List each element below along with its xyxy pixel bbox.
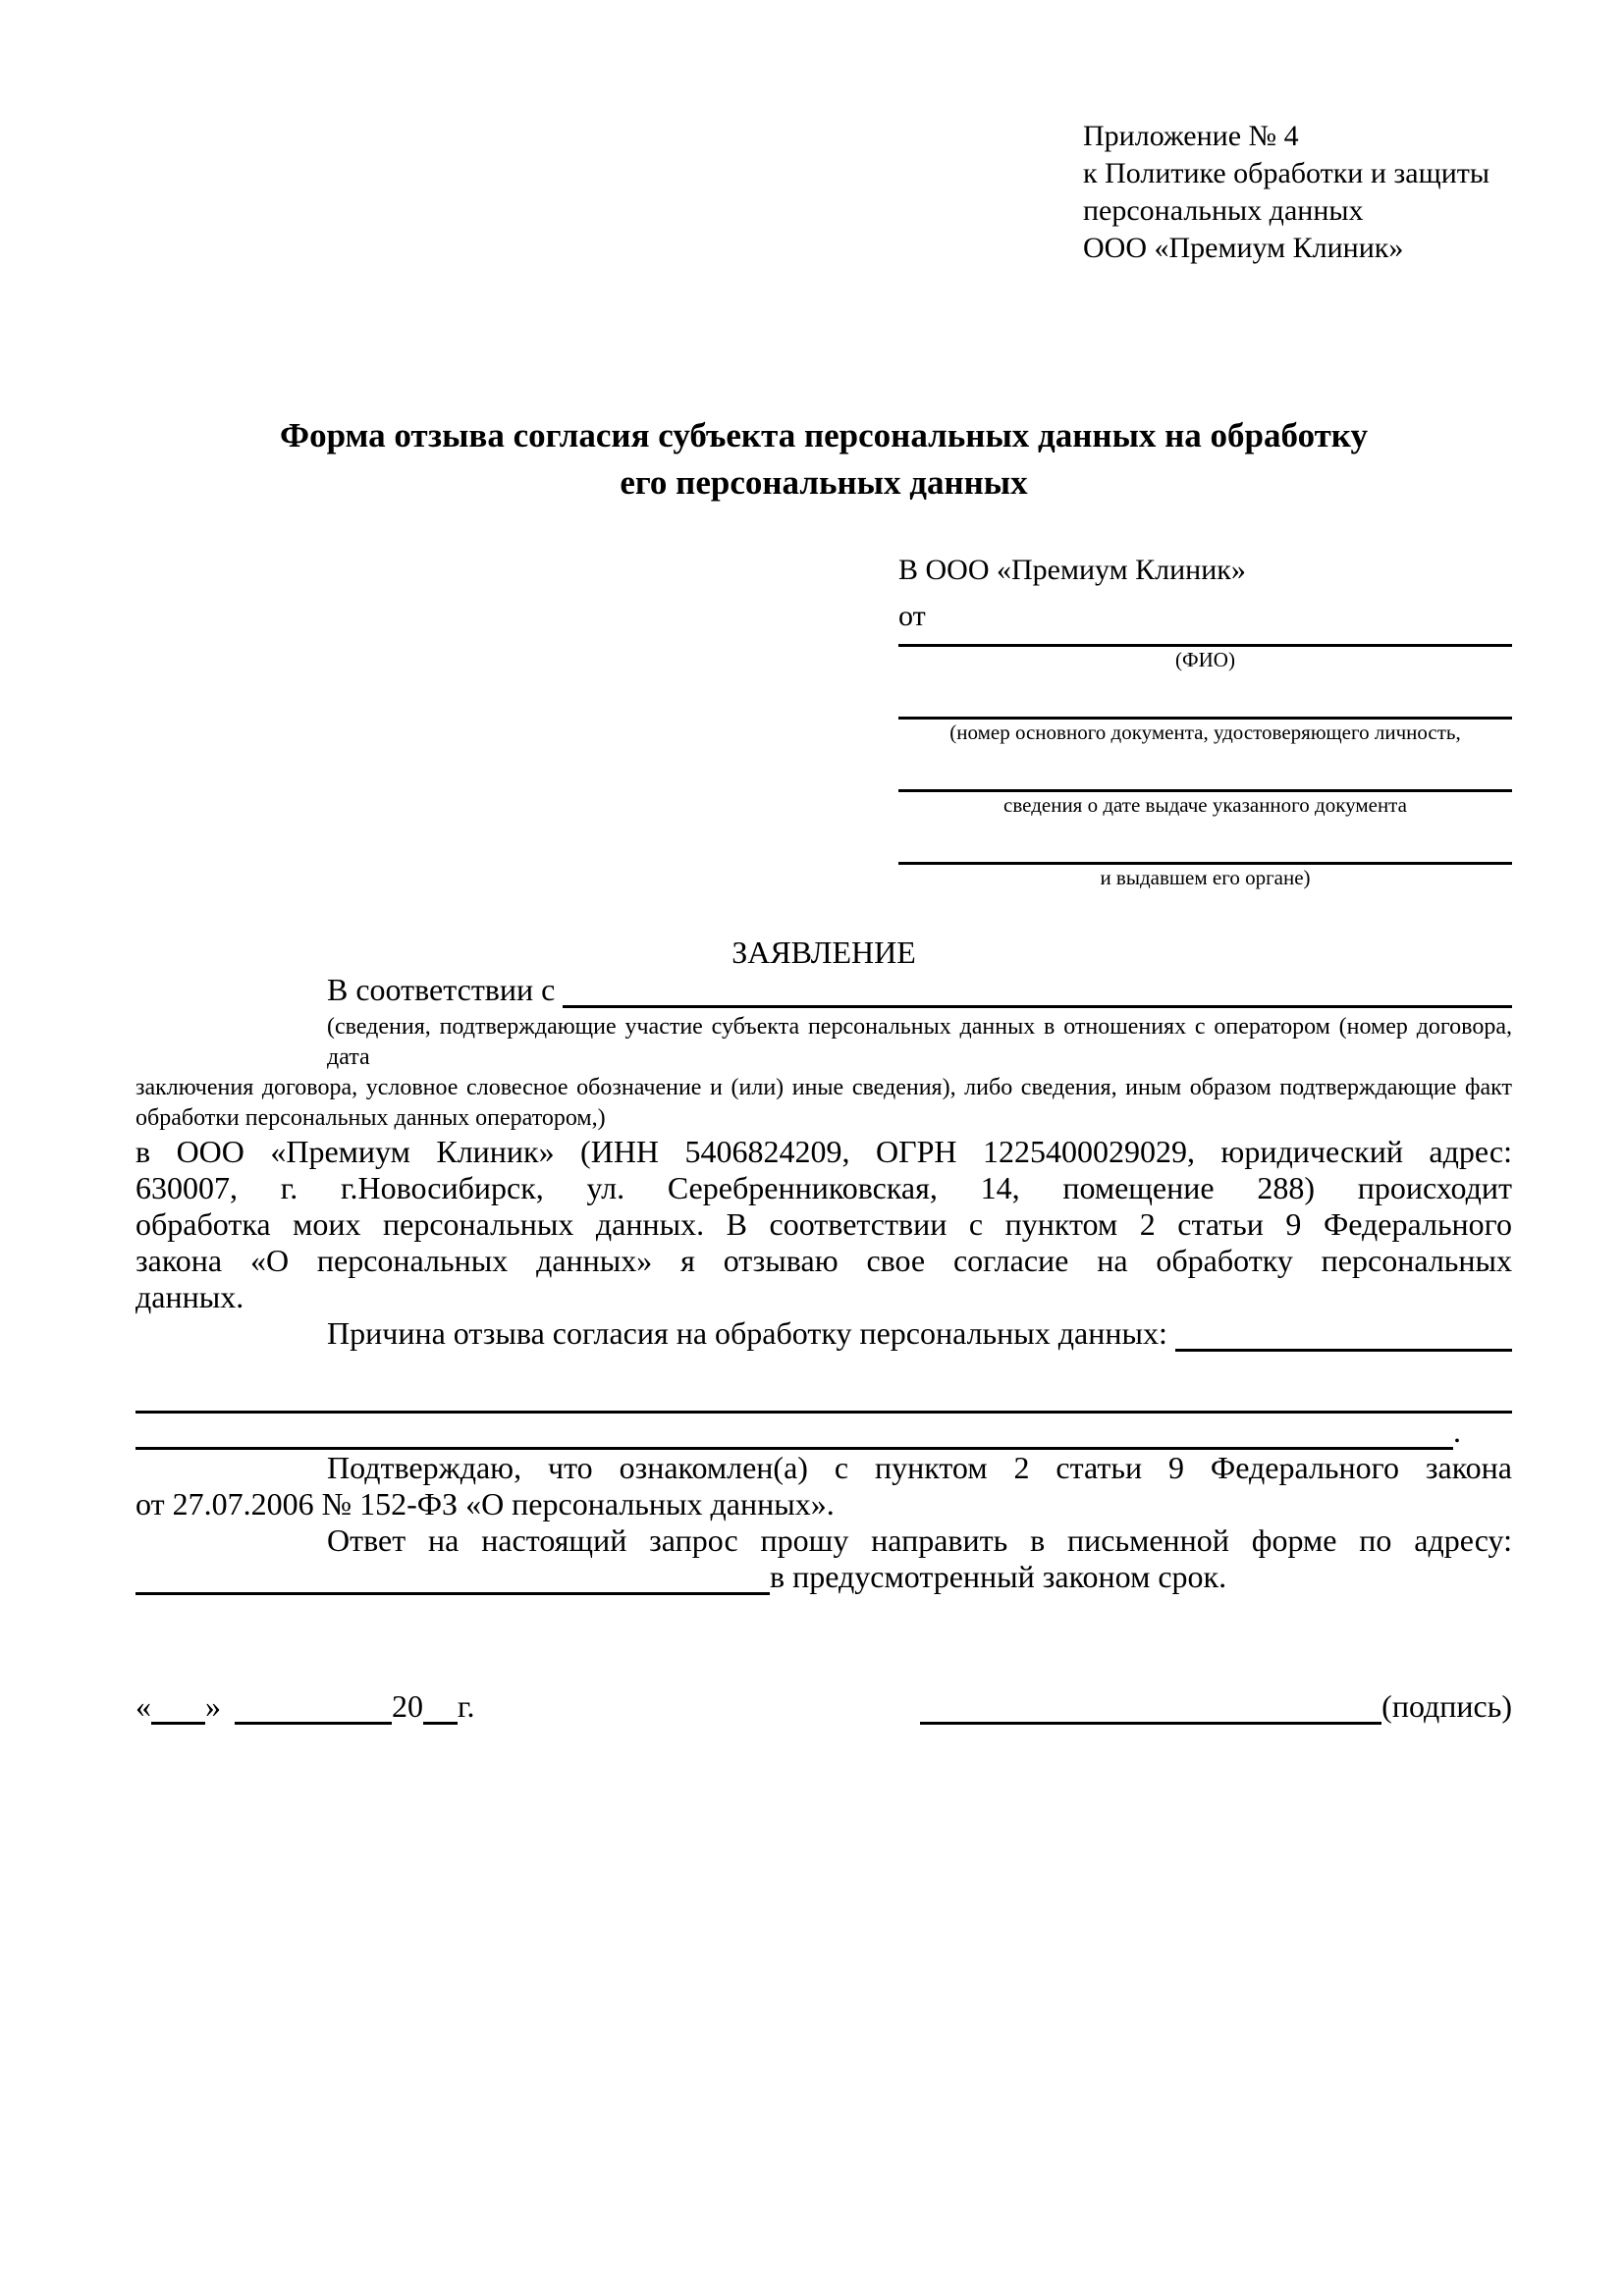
signature-caption: (подпись) [1381,1688,1512,1724]
addressee-block [898,552,1512,891]
date-group [135,1688,475,1725]
footnote [135,1012,1512,1134]
document-number-blank-field [898,673,1512,720]
issue-date-caption: сведения о дате выдаче указанного документа [1003,793,1407,817]
reason-blank-field [1175,1319,1512,1352]
intro-line [135,972,1512,1008]
document-number-caption: (номер основного документа, удостоверяющего личность, [949,721,1461,744]
close-quote: » [205,1688,221,1724]
signature-group [920,1688,1512,1725]
year-blank-field [423,1694,458,1725]
document-title-line1: Форма отзыва согласия субъекта персональных данных на обработку [280,416,1368,454]
statement-body-line: обработка моих персональных данных. В соответствии с пунктом 2 статьи 9 Федерального [135,1206,1512,1242]
response-address-line [135,1559,1512,1595]
addressee-from-label: от [898,600,926,632]
footnote-line: обработки персональных данных оператором,) [135,1105,606,1131]
footnote-line: (сведения, подтверждающие участие субъекта персональных данных в отношениях с оператором (номер договора, дата [327,1014,1512,1070]
fio-caption: (ФИО) [1175,648,1235,671]
confirmation-line: от 27.07.2006 № 152-ФЗ «О персональных данных». [135,1486,835,1522]
month-blank-field [235,1694,392,1725]
issuing-authority-blank-field [898,819,1512,865]
year-suffix: г. [458,1688,475,1724]
address-blank-field [135,1563,770,1595]
open-quote: « [135,1688,151,1724]
confirmation-paragraph [135,1450,1512,1522]
reason-blank-line-2 [135,1414,1512,1450]
appendix-note-line: к Политике обработки и защиты [1083,157,1490,189]
statement-heading: ЗАЯВЛЕНИЕ [731,934,916,970]
reason-blank-field-2 [135,1417,1453,1450]
response-tail: в предусмотренный законом срок. [770,1559,1227,1594]
reason-line [135,1315,1512,1352]
statement-body-line: данных. [135,1279,244,1314]
statement-body-line: 630007, г. г.Новосибирск, ул. Серебренниковская, 14, помещение 288) происходит [135,1170,1512,1205]
appendix-note [1083,118,1512,267]
signature-blank-field [920,1694,1381,1725]
intro-blank-field [563,976,1512,1008]
response-request-line: Ответ на настоящий запрос прошу направить в письменной форме по адресу: [327,1522,1512,1558]
reason-blank-line-1 [135,1371,1512,1414]
fio-blank-field [898,634,1512,647]
statement-body [135,1134,1512,1315]
statement-body-line: закона «О персональных данных» я отзываю свое согласие на обработку персональных [135,1243,1512,1278]
issuing-authority-caption: и выдавшем его органе) [1100,866,1311,889]
appendix-note-line: персональных данных [1083,194,1364,227]
year-prefix: 20 [392,1688,423,1724]
blank-line-period: . [1453,1414,1461,1449]
day-blank-field [151,1694,205,1725]
document-title-line2: его персональных данных [620,463,1028,502]
confirmation-line: Подтверждаю, что ознакомлен(а) с пунктом 2 статьи 9 Федерального закона [327,1450,1512,1485]
reason-label: Причина отзыва согласия на обработку персональных данных: [327,1315,1167,1351]
issue-date-blank-field [898,746,1512,792]
footnote-line: заключения договора, условное словесное обозначение и (или) иные сведения), либо сведения, иным образом подтверждающие факт [135,1075,1512,1100]
document-title [135,412,1512,507]
statement-body-line: в ООО «Премиум Клиник» (ИНН 5406824209, ОГРН 1225400029029, юридический адрес: [135,1134,1512,1169]
addressee-to: В ООО «Премиум Клиник» [898,554,1246,586]
appendix-note-line: Приложение № 4 [1083,120,1299,152]
signoff-row [135,1688,1512,1725]
appendix-note-line: ООО «Премиум Клиник» [1083,232,1404,264]
intro-label: В соответствии с [327,972,556,1007]
